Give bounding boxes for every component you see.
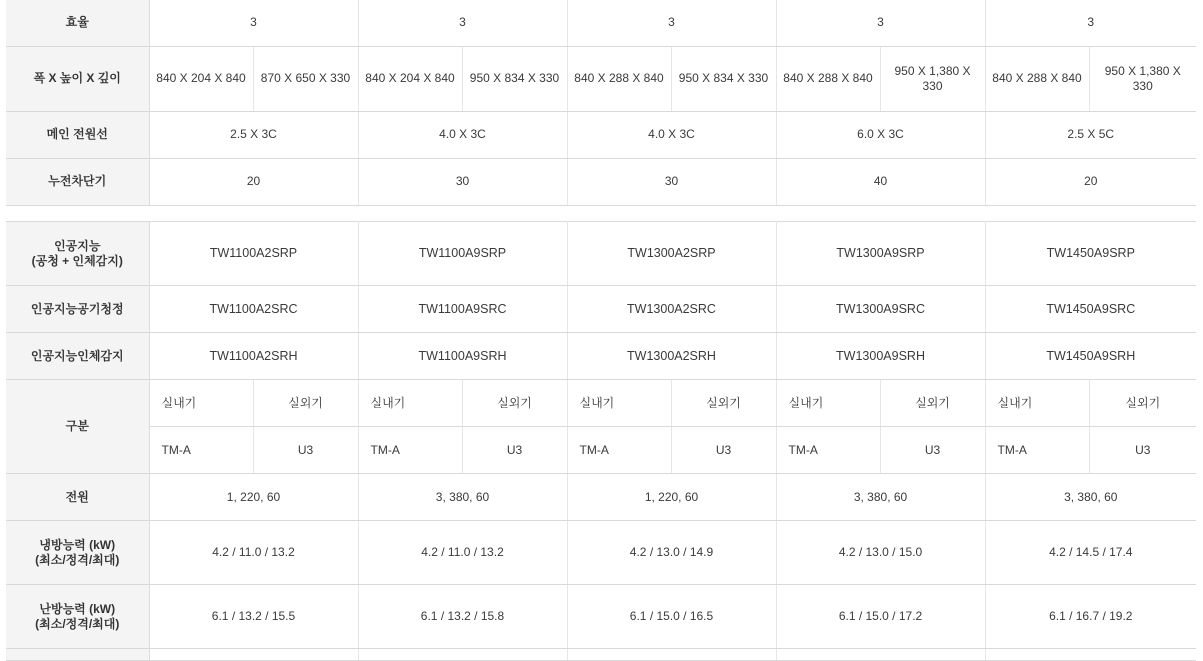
ai-full-label xyxy=(6,222,149,286)
efficiency-value: 3 xyxy=(358,0,567,46)
spec-table-bottom xyxy=(6,221,1196,661)
cooling-row xyxy=(6,521,1196,585)
model-value: TW1300A9SRP xyxy=(776,222,985,286)
ai-body-row xyxy=(6,333,1196,380)
cable-value: 4.0 X 3C xyxy=(567,111,776,158)
ai-full-label-line2: (공청 + 인체감지) xyxy=(31,253,123,268)
efficiency-value: 3 xyxy=(776,0,985,46)
outdoor-label: 실외기 xyxy=(253,380,358,427)
indoor-model: TM-A xyxy=(149,427,253,474)
heating-row xyxy=(6,585,1196,649)
efficiency-value: 3 xyxy=(149,0,358,46)
dimension-value: 840 X 288 X 840 xyxy=(776,46,880,111)
dimensions-label: 폭 X 높이 X 깊이 xyxy=(6,46,149,111)
cooling-value: 4.2 / 13.0 / 15.0 xyxy=(776,521,985,585)
breaker-value: 30 xyxy=(358,158,567,205)
cooling-value: 4.2 / 14.5 / 17.4 xyxy=(985,521,1196,585)
ai-air-label: 인공지능공기청정 xyxy=(6,286,149,333)
dimension-value: 950 X 834 X 330 xyxy=(462,46,567,111)
power-label: 전원 xyxy=(6,474,149,521)
cooling-value: 4.2 / 13.0 / 14.9 xyxy=(567,521,776,585)
cable-value: 2.5 X 5C xyxy=(985,111,1196,158)
indoor-model: TM-A xyxy=(776,427,880,474)
cooling-value: 4.2 / 11.0 / 13.2 xyxy=(358,521,567,585)
main-power-cable-label: 메인 전원선 xyxy=(6,111,149,158)
cooling-value: 4.2 / 11.0 / 13.2 xyxy=(149,521,358,585)
dimension-value: 950 X 1,380 X 330 xyxy=(880,46,985,111)
indoor-label: 실내기 xyxy=(985,380,1089,427)
model-value: TW1100A9SRH xyxy=(358,333,567,380)
dimension-value: 840 X 204 X 840 xyxy=(358,46,462,111)
cable-value: 2.5 X 3C xyxy=(149,111,358,158)
model-value: TW1450A9SRC xyxy=(985,286,1196,333)
model-value: TW1450A9SRH xyxy=(985,333,1196,380)
breaker-row xyxy=(6,158,1196,205)
breaker-value: 40 xyxy=(776,158,985,205)
power-value: 1, 220, 60 xyxy=(567,474,776,521)
heating-label xyxy=(6,585,149,649)
model-value: TW1100A2SRC xyxy=(149,286,358,333)
model-value: TW1100A9SRP xyxy=(358,222,567,286)
efficiency-label: 효율 xyxy=(6,0,149,46)
division-row-models xyxy=(6,427,1196,474)
outdoor-label: 실외기 xyxy=(671,380,776,427)
indoor-model: TM-A xyxy=(985,427,1089,474)
power-value: 1, 220, 60 xyxy=(149,474,358,521)
breaker-value: 20 xyxy=(985,158,1196,205)
dimension-value: 840 X 204 X 840 xyxy=(149,46,253,111)
cooling-label-line2: (최소/정격/최대) xyxy=(35,552,120,567)
breaker-value: 30 xyxy=(567,158,776,205)
model-value: TW1100A2SRP xyxy=(149,222,358,286)
outdoor-label: 실외기 xyxy=(880,380,985,427)
model-value: TW1300A9SRC xyxy=(776,286,985,333)
ai-full-row xyxy=(6,222,1196,286)
efficiency-row xyxy=(6,0,1196,46)
model-value: TW1300A9SRH xyxy=(776,333,985,380)
efficiency-value: 3 xyxy=(567,0,776,46)
indoor-label: 실내기 xyxy=(567,380,671,427)
ai-air-row xyxy=(6,286,1196,333)
outdoor-model: U3 xyxy=(253,427,358,474)
dimension-value: 950 X 834 X 330 xyxy=(671,46,776,111)
cooling-label-line1: 냉방능력 (kW) xyxy=(39,537,116,552)
cable-value: 6.0 X 3C xyxy=(776,111,985,158)
heating-value: 6.1 / 13.2 / 15.5 xyxy=(149,585,358,649)
heating-value: 6.1 / 13.2 / 15.8 xyxy=(358,585,567,649)
indoor-model: TM-A xyxy=(567,427,671,474)
breaker-value: 20 xyxy=(149,158,358,205)
outdoor-model: U3 xyxy=(671,427,776,474)
outdoor-label: 실외기 xyxy=(1089,380,1196,427)
main-power-cable-row xyxy=(6,111,1196,158)
indoor-label: 실내기 xyxy=(358,380,462,427)
heating-value: 6.1 / 16.7 / 19.2 xyxy=(985,585,1196,649)
indoor-label: 실내기 xyxy=(776,380,880,427)
dimension-value: 950 X 1,380 X 330 xyxy=(1089,46,1196,111)
model-value: TW1300A2SRC xyxy=(567,286,776,333)
outdoor-label: 실외기 xyxy=(462,380,567,427)
power-row xyxy=(6,474,1196,521)
power-value: 3, 380, 60 xyxy=(985,474,1196,521)
dimension-value: 840 X 288 X 840 xyxy=(567,46,671,111)
model-value: TW1300A2SRP xyxy=(567,222,776,286)
outdoor-model: U3 xyxy=(880,427,985,474)
heating-label-line1: 난방능력 (kW) xyxy=(39,601,116,616)
cooling-label xyxy=(6,521,149,585)
model-value: TW1450A9SRP xyxy=(985,222,1196,286)
model-value: TW1100A9SRC xyxy=(358,286,567,333)
heating-label-line2: (최소/정격/최대) xyxy=(35,616,120,631)
heating-value: 6.1 / 15.0 / 17.2 xyxy=(776,585,985,649)
dimension-value: 870 X 650 X 330 xyxy=(253,46,358,111)
spec-table-top xyxy=(6,0,1196,206)
efficiency-value: 3 xyxy=(985,0,1196,46)
ai-body-label: 인공지능인체감지 xyxy=(6,333,149,380)
model-value: TW1100A2SRH xyxy=(149,333,358,380)
outdoor-model: U3 xyxy=(1089,427,1196,474)
dimension-value: 840 X 288 X 840 xyxy=(985,46,1089,111)
heating-value: 6.1 / 15.0 / 16.5 xyxy=(567,585,776,649)
division-label: 구분 xyxy=(6,380,149,474)
power-value: 3, 380, 60 xyxy=(358,474,567,521)
breaker-label: 누전차단기 xyxy=(6,158,149,205)
cable-value: 4.0 X 3C xyxy=(358,111,567,158)
power-value: 3, 380, 60 xyxy=(776,474,985,521)
division-row-units xyxy=(6,380,1196,427)
ai-full-label-line1: 인공지능 xyxy=(54,238,101,253)
model-value: TW1300A2SRH xyxy=(567,333,776,380)
indoor-label: 실내기 xyxy=(149,380,253,427)
indoor-model: TM-A xyxy=(358,427,462,474)
outdoor-model: U3 xyxy=(462,427,567,474)
dimensions-row xyxy=(6,46,1196,111)
next-row-partial xyxy=(6,649,1196,661)
